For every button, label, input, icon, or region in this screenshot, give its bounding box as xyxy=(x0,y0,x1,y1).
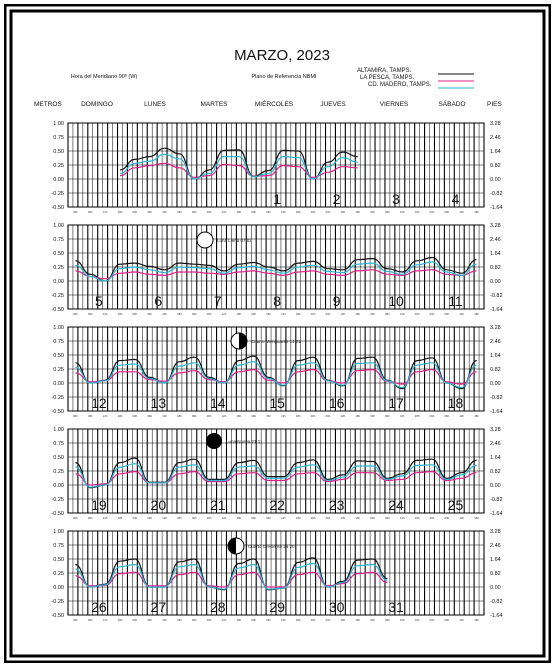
x-tick-label: 06h xyxy=(325,312,331,316)
x-tick-label: 18h xyxy=(236,414,242,418)
day-header: LUNES xyxy=(144,101,166,108)
x-tick-label: 00h xyxy=(132,312,138,316)
x-tick-label: 00h xyxy=(191,414,197,418)
x-tick-label: 00h xyxy=(73,516,78,520)
tide-chart xyxy=(4,4,551,663)
full-moon-icon xyxy=(197,232,213,248)
x-tick-label: 12h xyxy=(102,312,108,316)
x-tick-label: 18h xyxy=(355,312,361,316)
y-tick-label-right: 3.28 xyxy=(490,121,501,127)
x-tick-label: 12h xyxy=(162,414,167,418)
day-number: 16 xyxy=(328,395,345,411)
x-tick-label: 18h xyxy=(236,210,242,214)
x-tick-label: 18h xyxy=(177,618,182,622)
y-tick-label-left: 1.00 xyxy=(53,223,64,229)
y-tick-label-right: 3.28 xyxy=(490,427,501,433)
day-number: 3 xyxy=(392,191,400,207)
x-tick-label: 00h xyxy=(310,312,316,316)
day-header: SÁBADO xyxy=(438,101,466,108)
x-tick-label: 18h xyxy=(117,618,123,622)
x-tick-label: 18h xyxy=(117,210,123,214)
x-tick-label: 12h xyxy=(399,210,405,214)
x-tick-label: 06h xyxy=(147,312,153,316)
x-tick-label: 18h xyxy=(295,516,301,520)
x-tick-label: 12h xyxy=(281,210,286,214)
y-tick-label-left: 0.75 xyxy=(53,441,64,447)
x-tick-label: 00h xyxy=(251,210,257,214)
x-tick-label: 18h xyxy=(295,618,301,622)
x-tick-label: 18h xyxy=(414,516,420,520)
x-tick-label: 12h xyxy=(399,312,405,316)
y-tick-label-right: 0.00 xyxy=(490,381,501,387)
y-tick-label-left: -0.50 xyxy=(51,511,64,517)
y-tick-label-right: 0.82 xyxy=(490,571,501,577)
x-tick-label: 12h xyxy=(162,210,167,214)
y-tick-label-left: 1.00 xyxy=(53,325,64,331)
day-header: MARTES xyxy=(200,101,228,108)
x-tick-label: 06h xyxy=(147,414,153,418)
x-tick-label: 06h xyxy=(147,618,153,622)
legend-label: ALTAMIRA, TAMPS. xyxy=(357,68,412,74)
x-tick-label: 18h xyxy=(414,210,420,214)
x-tick-label: 06h xyxy=(325,414,331,418)
x-tick-label: 18h xyxy=(355,516,361,520)
x-tick-label: 12h xyxy=(102,414,108,418)
x-tick-label: 00h xyxy=(191,516,197,520)
day-number: 24 xyxy=(388,497,404,513)
day-number: 27 xyxy=(150,599,167,615)
day-number: 11 xyxy=(448,293,463,309)
y-tick-label-left: 1.00 xyxy=(53,121,64,127)
x-tick-label: 12h xyxy=(162,618,167,622)
y-tick-label-right: 3.28 xyxy=(490,325,501,331)
day-number: 7 xyxy=(213,293,222,309)
y-tick-label-right: 1.64 xyxy=(490,557,501,563)
x-tick-label: 12h xyxy=(399,414,405,418)
moon-phase-label: Cuarto Creciente 28 20 xyxy=(248,544,295,549)
x-tick-label: 00h xyxy=(191,312,197,316)
x-tick-label: 18h xyxy=(355,618,361,622)
legend-label: LA PESCA, TAMPS. xyxy=(360,75,415,81)
x-tick-label: 18h xyxy=(414,618,420,622)
page-title: MARZO, 2023 xyxy=(234,47,330,64)
y-tick-label-left: 0.25 xyxy=(53,265,64,271)
y-tick-label-right: 2.46 xyxy=(490,441,501,447)
day-number: 8 xyxy=(273,293,282,309)
x-tick-label: 06h xyxy=(87,210,93,214)
x-tick-label: 12h xyxy=(459,516,465,520)
x-tick-label: 18h xyxy=(414,414,420,418)
y-tick-label-right: -1.64 xyxy=(490,205,503,211)
y-tick-label-right: -1.64 xyxy=(490,613,503,619)
x-tick-label: 18h xyxy=(474,516,479,520)
day-number: 18 xyxy=(447,395,464,411)
x-tick-label: 12h xyxy=(459,210,465,214)
day-number: 1 xyxy=(273,191,282,207)
day-number: 6 xyxy=(154,293,163,309)
right-unit-label: PIES xyxy=(487,101,502,108)
x-tick-label: 00h xyxy=(191,618,197,622)
x-tick-label: 12h xyxy=(281,312,286,316)
x-tick-label: 12h xyxy=(340,618,346,622)
x-tick-label: 00h xyxy=(429,618,435,622)
x-tick-label: 06h xyxy=(444,516,450,520)
x-tick-label: 00h xyxy=(429,516,435,520)
x-tick-label: 00h xyxy=(310,414,316,418)
tide-calendar-frame xyxy=(4,4,551,663)
x-tick-label: 06h xyxy=(87,414,93,418)
day-header: VIERNES xyxy=(379,101,409,108)
y-tick-label-right: 1.64 xyxy=(490,455,501,461)
x-tick-label: 06h xyxy=(266,210,271,214)
new-moon-icon xyxy=(206,433,222,449)
x-tick-label: 00h xyxy=(73,210,78,214)
day-number: 14 xyxy=(209,395,226,411)
x-tick-label: 00h xyxy=(370,516,375,520)
x-tick-label: 12h xyxy=(459,312,465,316)
y-tick-label-right: 0.82 xyxy=(490,469,501,475)
x-tick-label: 18h xyxy=(474,414,479,418)
x-tick-label: 06h xyxy=(147,516,153,520)
day-header: MIÉRCOLES xyxy=(254,101,294,108)
x-tick-label: 00h xyxy=(191,210,197,214)
reference-plane-note: Plano de Referencia NBMI xyxy=(251,74,317,80)
day-number: 21 xyxy=(209,497,226,513)
x-tick-label: 00h xyxy=(251,618,257,622)
x-tick-label: 00h xyxy=(429,312,435,316)
x-tick-label: 00h xyxy=(251,414,257,418)
y-tick-label-left: -0.50 xyxy=(51,205,64,211)
x-tick-label: 00h xyxy=(73,618,78,622)
x-tick-label: 06h xyxy=(266,312,271,316)
x-tick-label: 06h xyxy=(444,312,450,316)
y-tick-label-right: 3.28 xyxy=(490,529,501,535)
y-tick-label-right: 0.00 xyxy=(490,177,501,183)
y-tick-label-right: 2.46 xyxy=(490,339,501,345)
day-number: 30 xyxy=(328,599,345,615)
day-number: 31 xyxy=(388,599,404,615)
y-tick-label-left: 0.50 xyxy=(53,455,64,461)
y-tick-label-left: 1.00 xyxy=(53,427,64,433)
x-tick-label: 12h xyxy=(221,618,227,622)
y-tick-label-left: 0.50 xyxy=(53,251,64,257)
x-tick-label: 00h xyxy=(310,516,316,520)
y-tick-label-left: -0.50 xyxy=(51,613,64,619)
x-tick-label: 18h xyxy=(295,312,301,316)
day-number: 19 xyxy=(91,497,107,513)
y-tick-label-left: 0.75 xyxy=(53,135,64,141)
x-tick-label: 00h xyxy=(132,516,138,520)
y-tick-label-left: 0.50 xyxy=(53,353,64,359)
y-tick-label-left: -0.50 xyxy=(51,409,64,415)
x-tick-label: 00h xyxy=(73,414,78,418)
day-number: 20 xyxy=(150,497,167,513)
x-tick-label: 06h xyxy=(266,618,271,622)
x-tick-label: 06h xyxy=(385,414,390,418)
day-number: 12 xyxy=(91,395,107,411)
x-tick-label: 06h xyxy=(325,516,331,520)
y-tick-label-right: 2.46 xyxy=(490,135,501,141)
x-tick-label: 18h xyxy=(295,210,301,214)
y-tick-label-right: 3.28 xyxy=(490,223,501,229)
y-tick-label-right: -0.82 xyxy=(490,395,503,401)
x-tick-label: 06h xyxy=(206,312,212,316)
x-tick-label: 18h xyxy=(117,516,123,520)
x-tick-label: 06h xyxy=(87,618,93,622)
x-tick-label: 12h xyxy=(221,414,227,418)
x-tick-label: 06h xyxy=(206,210,212,214)
meridian-note: Hora del Meridiano 90º (W) xyxy=(70,74,138,80)
x-tick-label: 18h xyxy=(177,516,182,520)
x-tick-label: 00h xyxy=(370,312,375,316)
day-number: 13 xyxy=(150,395,167,411)
x-tick-label: 12h xyxy=(340,312,346,316)
x-tick-label: 06h xyxy=(147,210,153,214)
x-tick-label: 00h xyxy=(370,414,375,418)
y-tick-label-right: 0.00 xyxy=(490,585,501,591)
x-tick-label: 18h xyxy=(355,210,361,214)
x-tick-label: 12h xyxy=(459,414,465,418)
x-tick-label: 00h xyxy=(310,618,316,622)
y-tick-label-right: 1.64 xyxy=(490,353,501,359)
y-tick-label-right: -1.64 xyxy=(490,409,503,415)
x-tick-label: 12h xyxy=(162,312,167,316)
day-number: 17 xyxy=(388,395,404,411)
moon-phase-label: Luna Llena 07 02 xyxy=(217,238,252,243)
y-tick-label-right: -0.82 xyxy=(490,293,503,299)
x-tick-label: 00h xyxy=(251,516,257,520)
x-tick-label: 06h xyxy=(87,312,93,316)
x-tick-label: 00h xyxy=(310,210,316,214)
x-tick-label: 06h xyxy=(87,516,93,520)
day-number: 26 xyxy=(91,599,107,615)
x-tick-label: 18h xyxy=(177,312,182,316)
x-tick-label: 18h xyxy=(236,312,242,316)
y-tick-label-left: -0.25 xyxy=(51,599,64,605)
x-tick-label: 12h xyxy=(281,516,286,520)
moon-phase-label: Luna Nueva 21 11 xyxy=(226,439,263,444)
x-tick-label: 06h xyxy=(206,618,212,622)
x-tick-label: 00h xyxy=(73,312,78,316)
x-tick-label: 18h xyxy=(474,312,479,316)
day-number: 4 xyxy=(451,191,460,207)
x-tick-label: 06h xyxy=(444,210,450,214)
x-tick-label: 00h xyxy=(132,618,138,622)
y-tick-label-left: -0.25 xyxy=(51,293,64,299)
y-tick-label-left: 0.00 xyxy=(53,177,64,183)
y-tick-label-left: 0.25 xyxy=(53,571,64,577)
y-tick-label-left: 0.75 xyxy=(53,237,64,243)
x-tick-label: 12h xyxy=(399,516,405,520)
x-tick-label: 12h xyxy=(459,618,465,622)
x-tick-label: 00h xyxy=(429,414,435,418)
y-tick-label-right: -0.82 xyxy=(490,599,503,605)
y-tick-label-right: 0.82 xyxy=(490,367,501,373)
x-tick-label: 12h xyxy=(399,618,405,622)
day-number: 5 xyxy=(95,293,103,309)
y-tick-label-right: 2.46 xyxy=(490,237,501,243)
x-tick-label: 06h xyxy=(266,516,271,520)
day-header: JUEVES xyxy=(320,101,346,108)
day-number: 25 xyxy=(447,497,464,513)
x-tick-label: 06h xyxy=(266,414,271,418)
x-tick-label: 12h xyxy=(102,210,108,214)
y-tick-label-left: -0.25 xyxy=(51,497,64,503)
y-tick-label-right: 0.00 xyxy=(490,279,501,285)
y-tick-label-right: 0.00 xyxy=(490,483,501,489)
x-tick-label: 12h xyxy=(340,414,346,418)
x-tick-label: 00h xyxy=(370,210,375,214)
y-tick-label-left: -0.25 xyxy=(51,395,64,401)
y-tick-label-left: 0.75 xyxy=(53,543,64,549)
y-tick-label-left: 0.25 xyxy=(53,163,64,169)
x-tick-label: 12h xyxy=(281,618,286,622)
y-tick-label-left: -0.50 xyxy=(51,307,64,313)
x-tick-label: 18h xyxy=(117,312,123,316)
day-number: 29 xyxy=(269,599,285,615)
x-tick-label: 12h xyxy=(340,516,346,520)
day-number: 22 xyxy=(269,497,285,513)
y-tick-label-left: 0.00 xyxy=(53,381,64,387)
y-tick-label-left: 0.50 xyxy=(53,557,64,563)
y-tick-label-right: -1.64 xyxy=(490,511,503,517)
x-tick-label: 00h xyxy=(251,312,257,316)
moon-phase-label: Cuarto Menguante 14 21 xyxy=(251,339,301,344)
x-tick-label: 18h xyxy=(177,414,182,418)
x-tick-label: 06h xyxy=(206,414,212,418)
day-number: 2 xyxy=(332,191,341,207)
x-tick-label: 18h xyxy=(177,210,182,214)
y-tick-label-left: 0.50 xyxy=(53,149,64,155)
y-tick-label-right: -1.64 xyxy=(490,307,503,313)
x-tick-label: 12h xyxy=(221,210,227,214)
day-number: 9 xyxy=(332,293,341,309)
y-tick-label-left: 0.25 xyxy=(53,367,64,373)
x-tick-label: 00h xyxy=(429,210,435,214)
legend-label: CD. MADERO, TAMPS. xyxy=(368,82,432,88)
x-tick-label: 06h xyxy=(206,516,212,520)
x-tick-label: 18h xyxy=(236,516,242,520)
y-tick-label-right: 1.64 xyxy=(490,149,501,155)
x-tick-label: 06h xyxy=(444,414,450,418)
x-tick-label: 18h xyxy=(295,414,301,418)
y-tick-label-left: -0.25 xyxy=(51,191,64,197)
x-tick-label: 06h xyxy=(444,618,450,622)
y-tick-label-right: -0.82 xyxy=(490,497,503,503)
y-tick-label-right: 2.46 xyxy=(490,543,501,549)
x-tick-label: 06h xyxy=(385,210,390,214)
y-tick-label-left: 0.00 xyxy=(53,279,64,285)
y-tick-label-left: 0.25 xyxy=(53,469,64,475)
y-tick-label-left: 1.00 xyxy=(53,529,64,535)
y-tick-label-right: 0.82 xyxy=(490,265,501,271)
x-tick-label: 12h xyxy=(102,516,108,520)
left-unit-label: METROS xyxy=(34,101,62,108)
x-tick-label: 06h xyxy=(325,210,331,214)
y-tick-label-left: 0.00 xyxy=(53,585,64,591)
x-tick-label: 12h xyxy=(221,312,227,316)
x-tick-label: 18h xyxy=(414,312,420,316)
x-tick-label: 12h xyxy=(340,210,346,214)
x-tick-label: 18h xyxy=(355,414,361,418)
x-tick-label: 06h xyxy=(385,618,390,622)
day-number: 23 xyxy=(328,497,345,513)
day-number: 15 xyxy=(269,395,285,411)
x-tick-label: 18h xyxy=(474,210,479,214)
x-tick-label: 00h xyxy=(370,618,375,622)
x-tick-label: 18h xyxy=(474,618,479,622)
x-tick-label: 06h xyxy=(385,312,390,316)
x-tick-label: 00h xyxy=(132,414,138,418)
y-tick-label-right: -0.82 xyxy=(490,191,503,197)
x-tick-label: 06h xyxy=(325,618,331,622)
y-tick-label-left: 0.75 xyxy=(53,339,64,345)
x-tick-label: 12h xyxy=(102,618,108,622)
day-header: DOMINGO xyxy=(81,101,113,108)
y-tick-label-right: 0.82 xyxy=(490,163,501,169)
x-tick-label: 12h xyxy=(281,414,286,418)
y-tick-label-left: 0.00 xyxy=(53,483,64,489)
day-number: 28 xyxy=(209,599,226,615)
x-tick-label: 06h xyxy=(385,516,390,520)
day-number: 10 xyxy=(388,293,404,309)
x-tick-label: 12h xyxy=(162,516,167,520)
x-tick-label: 18h xyxy=(117,414,123,418)
x-tick-label: 00h xyxy=(132,210,138,214)
y-tick-label-right: 1.64 xyxy=(490,251,501,257)
x-tick-label: 12h xyxy=(221,516,227,520)
x-tick-label: 18h xyxy=(236,618,242,622)
